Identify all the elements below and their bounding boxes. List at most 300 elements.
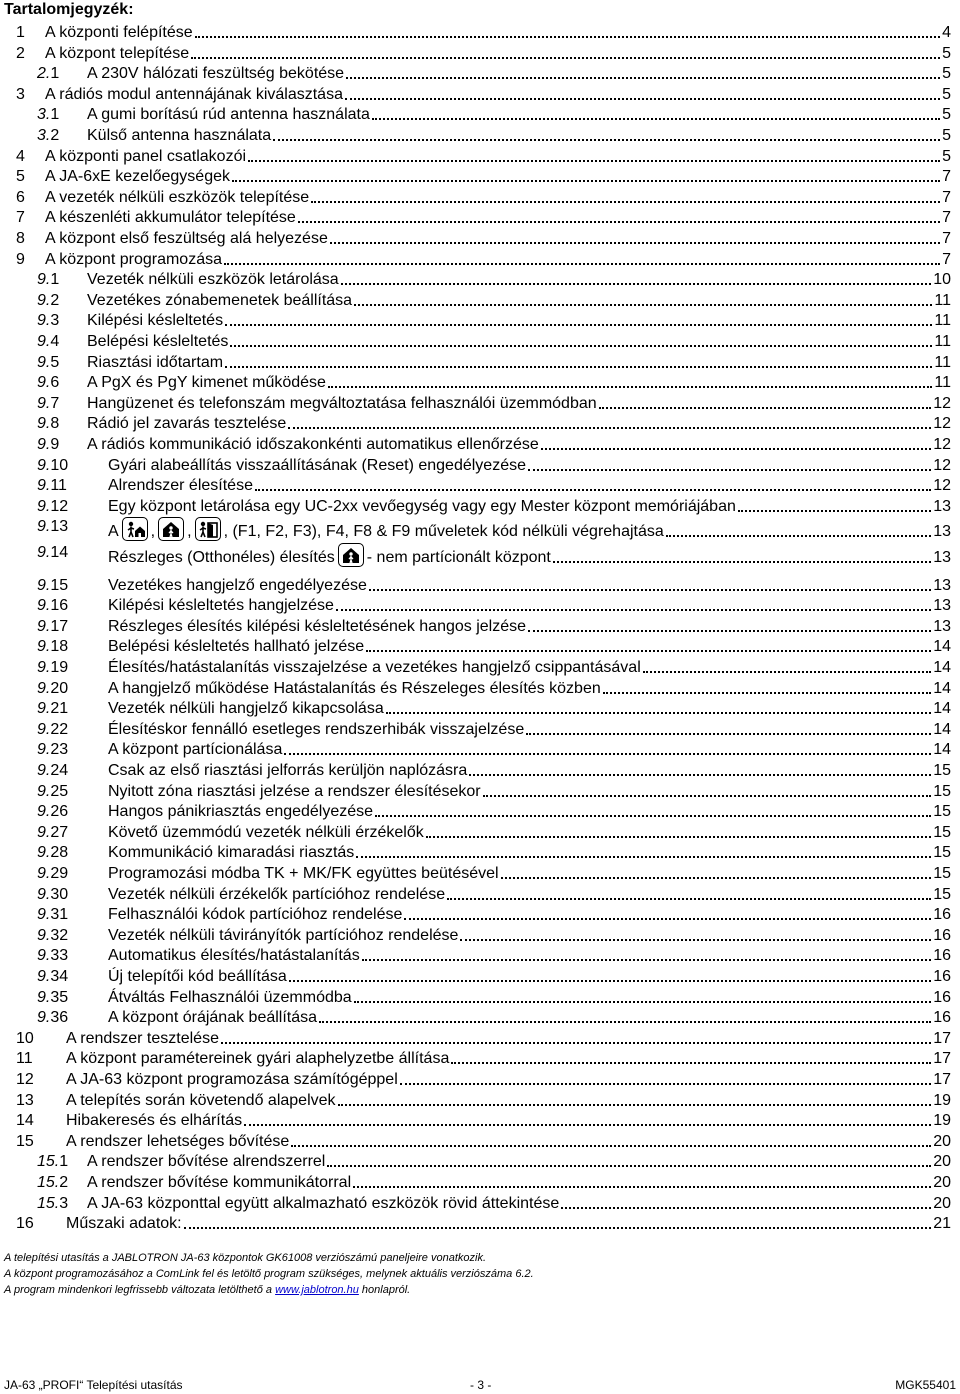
toc-entry-page: 12: [933, 456, 951, 474]
toc-entry-number-major: 15.: [37, 1194, 60, 1212]
toc-heading: Tartalomjegyzék:: [4, 1, 134, 18]
toc-entry-number: [37, 596, 68, 616]
dot-leader: [362, 959, 932, 961]
toc-entry-title: A központ paramétereinek gyári alaphelyzetbe állítása: [66, 1050, 450, 1068]
toc-entry-number-minor: 1: [50, 271, 60, 289]
toc-entry-page: 15: [933, 803, 951, 821]
toc-entry-number-minor: 24: [50, 762, 69, 779]
toc-entry-page: 15: [933, 844, 951, 862]
dot-leader: [184, 1227, 932, 1229]
toc-entry-text: [87, 311, 951, 331]
toc-entry-page: 15: [933, 865, 951, 882]
toc-entry[interactable]: [0, 1049, 960, 1070]
dot-leader: [191, 57, 940, 59]
toc-entry[interactable]: [0, 497, 960, 518]
toc-entry[interactable]: [0, 23, 960, 44]
toc-entry-number: 16: [16, 1215, 34, 1233]
toc-entry-title: Alrendszer élesítése: [108, 477, 253, 495]
toc-entry-text: [108, 576, 951, 596]
dot-leader: [232, 180, 940, 182]
toc-entry[interactable]: [0, 44, 960, 65]
toc-entry-number-major: 9.: [37, 947, 51, 965]
toc-entry[interactable]: [0, 1111, 960, 1132]
toc-entry-text: [66, 1132, 951, 1152]
toc-entry[interactable]: [0, 291, 960, 312]
dot-leader: [372, 118, 940, 120]
toc-entry-number: [37, 905, 68, 925]
toc-entry-text: [108, 456, 951, 476]
toc-entry-page: 11: [934, 353, 951, 371]
toc-entry-text: [87, 353, 951, 373]
toc-entry[interactable]: [0, 905, 960, 926]
toc-entry-number-minor: 3: [59, 1194, 69, 1212]
toc-entry-text: [45, 147, 951, 167]
icon-separator: ,: [187, 523, 192, 541]
toc-entry-number-major: 3.: [37, 106, 51, 124]
toc-entry[interactable]: [0, 885, 960, 906]
toc-entry-page: 11: [934, 291, 951, 309]
toc-entry-number-minor: 5: [50, 353, 60, 371]
dot-leader: [328, 386, 932, 388]
note-download-text: A program mindenkori legfrissebb változata letölthető a: [4, 1284, 276, 1296]
toc-entry-title: Kilépési késleltetés: [87, 312, 224, 330]
dot-leader: [195, 36, 940, 38]
dot-leader: [483, 795, 932, 797]
toc-entry-page: 20: [933, 1132, 951, 1150]
toc-entry[interactable]: [0, 229, 960, 250]
toc-entry-number-minor: 27: [50, 823, 69, 841]
toc-entry-number: 13: [16, 1091, 34, 1109]
toc-entry-number: 9: [16, 250, 25, 268]
toc-entry-page: 16: [933, 906, 951, 924]
toc-entry[interactable]: [0, 988, 960, 1009]
toc-entry-title: Átváltás Felhasználói üzemmódba: [108, 988, 352, 1006]
toc-entry-number-major: 9.: [37, 679, 51, 697]
toc-entry-number: [37, 946, 68, 966]
toc-entry-text: [66, 1049, 951, 1069]
toc-entry-number: [37, 1194, 68, 1214]
dot-leader: [369, 589, 931, 591]
dot-leader: [224, 263, 940, 265]
toc-entry-number-major: 9.: [37, 394, 51, 412]
toc-entry[interactable]: [0, 332, 960, 353]
dot-leader: [404, 918, 931, 920]
toc-entry-text: [45, 188, 951, 208]
toc-entry-page: 13: [933, 617, 951, 635]
toc-entry-number-major: 9.: [37, 353, 51, 371]
toc-entry[interactable]: [0, 843, 960, 864]
dot-leader: [345, 98, 940, 100]
toc-entry-number-minor: 33: [50, 947, 69, 965]
toc-entry-page: 13: [933, 597, 951, 615]
toc-entry-page: 20: [933, 1153, 951, 1171]
toc-entry-number: [37, 373, 59, 393]
toc-entry[interactable]: [0, 823, 960, 844]
toc-entry[interactable]: [0, 637, 960, 658]
toc-entry-text: [108, 637, 951, 657]
dot-leader: [311, 201, 940, 203]
dot-leader: [738, 510, 931, 512]
toc-entry[interactable]: [0, 456, 960, 477]
toc-entry-number-minor: 21: [50, 700, 69, 718]
dot-leader: [221, 1042, 931, 1044]
toc-entry-title: Rádió jel zavarás tesztelése: [87, 415, 287, 433]
toc-entry-number-minor: 32: [50, 926, 69, 944]
dot-leader: [451, 1062, 931, 1064]
toc-entry-number-minor: 28: [50, 844, 69, 862]
toc-entry-title: Belépési késleltetés: [87, 333, 229, 350]
toc-entry[interactable]: [0, 1070, 960, 1091]
toc-entry-number-major: 9.: [37, 518, 51, 536]
toc-entry[interactable]: [0, 147, 960, 168]
toc-entry[interactable]: [0, 1194, 960, 1215]
toc-entry[interactable]: [0, 1029, 960, 1050]
dot-leader: [341, 283, 932, 285]
page-footer: [0, 1378, 960, 1394]
dot-leader: [255, 489, 931, 491]
toc-entry-number-minor: 34: [50, 968, 69, 985]
toc-entry-text: [108, 761, 951, 781]
toc-entry[interactable]: [0, 126, 960, 147]
page-number: - 3 -: [470, 1378, 492, 1392]
toc-entry-title: Vezetékes hangjelző engedélyezése: [108, 576, 367, 594]
toc-entry-title: A JA-63 központtal együtt alkalmazható eszközök rövid áttekintése: [87, 1194, 560, 1212]
toc-entry-title-start: Részleges (Otthonéles) élesítés: [108, 549, 335, 566]
toc-entry-number-major: 9.: [37, 741, 51, 759]
toc-entry-number-minor: 12: [50, 497, 69, 515]
toc-entry-number-minor: 36: [50, 1009, 69, 1027]
dot-leader: [528, 630, 931, 632]
toc-entry-text: [108, 543, 951, 568]
toc-entry[interactable]: [0, 802, 960, 823]
toc-entry-title: A rendszer tesztelése: [66, 1029, 219, 1047]
toc-entry[interactable]: [0, 740, 960, 761]
toc-entry-number: [37, 64, 59, 84]
toc-entry-number: [37, 802, 68, 822]
toc-entry-text: [45, 23, 951, 43]
toc-entry-text: [108, 1008, 951, 1028]
toc-entry-number: [37, 517, 68, 537]
toc-entry-page: 14: [933, 700, 951, 718]
toc-entry-title: Felhasználói kódok partícióhoz rendelése: [108, 906, 403, 924]
toc-entry-number: [37, 311, 59, 331]
toc-entry-number-minor: 18: [50, 638, 69, 656]
dot-leader: [386, 712, 931, 714]
toc-entry-number-major: 9.: [37, 844, 51, 862]
toc-entry-number: [37, 105, 59, 125]
toc-entry[interactable]: [0, 517, 960, 541]
toc-entry-number-minor: 29: [50, 865, 69, 882]
toc-entry-number: 6: [16, 188, 25, 206]
dot-leader: [284, 753, 931, 755]
toc-entry-number-major: 9.: [37, 271, 51, 289]
toc-entry-number-minor: 19: [50, 659, 69, 676]
partial-set-icon: [338, 543, 364, 567]
toc-entry-number: [37, 885, 68, 905]
dot-leader: [603, 692, 931, 694]
toc-entry-page: 15: [933, 823, 951, 841]
toc-entry-title: Hangos pánikriasztás engedélyezése: [108, 803, 374, 821]
dot-leader: [526, 733, 931, 735]
toc-entry-page: 17: [933, 1050, 951, 1068]
toc-entry-number-minor: 8: [50, 415, 60, 433]
toc-entry-text: [66, 1029, 951, 1049]
toc-entry-number-minor: 25: [50, 782, 69, 800]
toc-entry-title: A rádiós kommunikáció időszakonkénti automatikus ellenőrzése: [87, 436, 539, 453]
toc-entry[interactable]: [0, 85, 960, 106]
toc-entry[interactable]: [0, 105, 960, 126]
note-download: [4, 1282, 534, 1298]
toc-entry-title: A rendszer lehetséges bővítése: [66, 1132, 290, 1150]
toc-entry[interactable]: [0, 543, 960, 564]
toc-entry-number: 10: [16, 1029, 34, 1047]
toc-entry-page: 11: [934, 312, 951, 330]
toc-entry[interactable]: [0, 720, 960, 741]
toc-entry-text: [108, 802, 951, 822]
toc-entry-number-major: 9.: [37, 968, 51, 985]
dot-leader: [291, 1145, 931, 1147]
toc-entry-number-major: 9.: [37, 823, 51, 841]
toc-entry-text: [45, 167, 951, 187]
toc-entry-number-minor: 1: [50, 106, 60, 124]
toc-entry-number-minor: 22: [50, 720, 69, 738]
toc-entry-text: [87, 105, 951, 125]
toc-entry-number-major: 9.: [37, 456, 51, 474]
toc-entry-title: Követő üzemmódú vezeték nélküli érzékelők: [108, 823, 424, 841]
toc-entry-page: 5: [942, 65, 951, 83]
toc-entry[interactable]: [0, 167, 960, 188]
toc-entry-number-major: 9.: [37, 544, 51, 561]
dot-leader: [353, 1186, 931, 1188]
toc-entry-number-minor: 6: [50, 374, 60, 392]
toc-entry-number: [37, 332, 59, 352]
toc-entry-text: [87, 394, 951, 414]
toc-entry-page: 16: [933, 1009, 951, 1027]
toc-entry-page: 7: [942, 209, 951, 227]
toc-entry-number-minor: 9: [50, 436, 60, 453]
toc-entry[interactable]: [0, 435, 960, 456]
toc-entry-number: 4: [16, 147, 25, 165]
toc-entry-title: Programozási módba TK + MK/FK együttes beütésével: [108, 865, 499, 882]
dot-leader: [666, 535, 931, 537]
toc-entry-text: [108, 720, 951, 740]
toc-entry-number: [37, 543, 68, 563]
toc-entry-number-major: 9.: [37, 1009, 51, 1027]
toc-entry-title: A hangjelző működése Hatástalanítás és Részeleges élesítés közben: [108, 679, 601, 697]
dot-leader: [501, 877, 932, 879]
toc-entry-text: [108, 823, 951, 843]
toc-entry[interactable]: [0, 617, 960, 638]
toc-entry[interactable]: [0, 1091, 960, 1112]
toc-entry-number-major: 9.: [37, 803, 51, 821]
toc-entry-page: 19: [933, 1112, 951, 1130]
toc-entry[interactable]: [0, 576, 960, 597]
toc-entry-page: 16: [933, 968, 951, 985]
toc-entry-number-minor: 23: [50, 741, 69, 759]
toc-entry-text: [108, 476, 951, 496]
toc-entry-page: 14: [933, 679, 951, 697]
jablotron-link[interactable]: www.jablotron.hu: [275, 1284, 359, 1296]
toc-entry-number: [37, 988, 68, 1008]
toc-entry-number: [37, 476, 67, 496]
toc-entry-number: [37, 435, 59, 455]
toc-entry[interactable]: [0, 373, 960, 394]
toc-entry-number-major: 9.: [37, 700, 51, 718]
toc-entry[interactable]: [0, 1008, 960, 1029]
toc-entry-text: [87, 291, 951, 311]
toc-entry-number: [37, 1152, 68, 1172]
dot-leader: [599, 407, 932, 409]
toc-entry-title: Riasztási időtartam: [87, 353, 224, 371]
toc-entry-number-minor: 1: [59, 1153, 69, 1171]
toc-entry-number: [37, 823, 68, 843]
toc-entry-title: A gumi borítású rúd antenna használata: [87, 106, 370, 124]
toc-entry-text: [87, 1152, 951, 1172]
toc-entry-page: 7: [942, 168, 951, 186]
toc-entry[interactable]: [0, 353, 960, 374]
toc-entry-number-major: 9.: [37, 597, 51, 615]
toc-entry-text: [87, 1194, 951, 1214]
dot-leader: [230, 345, 932, 347]
toc-entry[interactable]: [0, 270, 960, 291]
toc-entry[interactable]: [0, 926, 960, 947]
toc-entry-title: [108, 543, 551, 568]
toc-entry-number: [37, 291, 59, 311]
toc-entry-title: A 230V hálózati feszültség bekötése: [87, 65, 345, 83]
toc-entry[interactable]: [0, 394, 960, 415]
toc-entry-title: A központ órájának beállítása: [108, 1009, 318, 1027]
toc-entry-number: [37, 1008, 68, 1028]
toc-entry-number-minor: 15: [50, 576, 69, 594]
toc-entry-title: Kommunikáció kimaradási riasztás: [108, 844, 355, 862]
toc-entry-number: [37, 658, 68, 678]
toc-entry-text: [108, 885, 951, 905]
toc-entry[interactable]: [0, 864, 960, 885]
toc-entry-number: 7: [16, 209, 25, 227]
toc-entry-number-minor: 26: [50, 803, 69, 821]
toc-entry-page: 13: [933, 497, 951, 515]
toc-entry-text: [45, 250, 951, 270]
full-set-icon: [122, 517, 148, 541]
toc-entry[interactable]: [0, 1132, 960, 1153]
toc-entry-title: A JA-63 központ programozása számítógéppel: [66, 1071, 398, 1088]
dot-leader: [327, 1165, 931, 1167]
toc-entry-page: 11: [934, 333, 951, 350]
toc-entry-page: 20: [933, 1194, 951, 1212]
dot-leader: [319, 1021, 931, 1023]
toc-entry[interactable]: [0, 967, 960, 988]
toc-entry-page: 19: [933, 1091, 951, 1109]
toc-entry-number: 3: [16, 85, 25, 103]
toc-entry[interactable]: [0, 761, 960, 782]
toc-entry-number-minor: 1: [50, 65, 60, 83]
toc-entry[interactable]: [0, 188, 960, 209]
toc-entry[interactable]: [0, 946, 960, 967]
toc-entry-text: [87, 270, 951, 290]
dot-leader: [273, 139, 940, 141]
toc-entry[interactable]: [0, 414, 960, 435]
toc-entry[interactable]: [0, 208, 960, 229]
toc-entry-title: A rádiós modul antennájának kiválasztása: [45, 85, 343, 103]
toc-entry-number: [37, 576, 68, 596]
toc-entry-number: [37, 637, 68, 657]
toc-entry[interactable]: [0, 64, 960, 85]
toc-entry-number-major: 9.: [37, 782, 51, 800]
toc-entry-page: 14: [933, 638, 951, 656]
toc-entry[interactable]: [0, 658, 960, 679]
toc-entry[interactable]: [0, 311, 960, 332]
toc-entry-number: [37, 353, 59, 373]
toc-entry[interactable]: [0, 679, 960, 700]
toc-entry-page: 15: [933, 782, 951, 800]
toc-entry[interactable]: [0, 782, 960, 803]
toc-entry-title: A központi panel csatlakozói: [45, 147, 247, 165]
toc-entry-number-minor: 2: [50, 127, 60, 144]
dot-leader: [244, 1124, 931, 1126]
dot-leader: [288, 427, 931, 429]
toc-entry[interactable]: [0, 1214, 960, 1235]
toc-entry-title: Vezetékes zónabemenetek beállítása: [87, 291, 353, 309]
dot-leader: [354, 304, 932, 306]
toc-entry-text: [45, 208, 951, 228]
toc-entry-number: [37, 761, 68, 781]
dot-leader: [225, 324, 932, 326]
toc-entry-title: A JA-6xE kezelőegységek: [45, 168, 230, 186]
toc-entry-title: Kilépési késleltetés hangjelzése: [108, 597, 334, 615]
toc-entry-number: 15: [16, 1132, 34, 1150]
toc-entry[interactable]: [0, 1173, 960, 1194]
dot-leader: [298, 221, 940, 223]
dot-leader: [553, 561, 931, 563]
toc-entry-text: [66, 1091, 951, 1111]
toc-entry-number-minor: 3: [50, 312, 60, 330]
toc-entry[interactable]: [0, 250, 960, 271]
toc-entry-number-minor: 17: [50, 617, 69, 635]
toc-entry-number-major: 2.: [37, 65, 51, 83]
toc-entry-text: [108, 967, 951, 987]
toc-entry-page: 4: [942, 24, 951, 41]
toc-entry-number-minor: 30: [50, 885, 69, 903]
toc-entry-text: [108, 617, 951, 637]
toc-entry-text: [87, 332, 951, 352]
toc-entry-text: [108, 926, 951, 946]
toc-entry-title: A vezeték nélküli eszközök telepítése: [45, 188, 310, 206]
toc-entry-title: [108, 517, 664, 542]
toc-entry-number-minor: 31: [50, 906, 69, 924]
toc-entry[interactable]: [0, 1152, 960, 1173]
toc-entry-page: 17: [933, 1071, 951, 1088]
toc-entry-title: A központi felépítése: [45, 24, 193, 41]
toc-entry-page: 14: [933, 659, 951, 676]
footer-notes: [4, 1250, 534, 1298]
dot-leader: [643, 671, 931, 673]
toc-entry-title: Vezeték nélküli hangjelző kikapcsolása: [108, 700, 384, 718]
unset-icon: [195, 517, 221, 541]
toc-entry-number-major: 9.: [37, 865, 51, 882]
toc-entry-text: [108, 699, 951, 719]
toc-entry[interactable]: [0, 596, 960, 617]
toc-entry-number: [37, 843, 68, 863]
toc-entry-page: 21: [933, 1215, 951, 1233]
toc-entry-title-start: A: [108, 523, 119, 541]
dot-leader: [528, 469, 931, 471]
toc-entry-title: A központ telepítése: [45, 44, 190, 62]
toc-entry-title: A készenléti akkumulátor telepítése: [45, 209, 296, 227]
toc-entry[interactable]: [0, 476, 960, 497]
toc-entry[interactable]: [0, 699, 960, 720]
toc-entry-text: [87, 126, 951, 146]
toc-entry-number: 12: [16, 1071, 34, 1088]
